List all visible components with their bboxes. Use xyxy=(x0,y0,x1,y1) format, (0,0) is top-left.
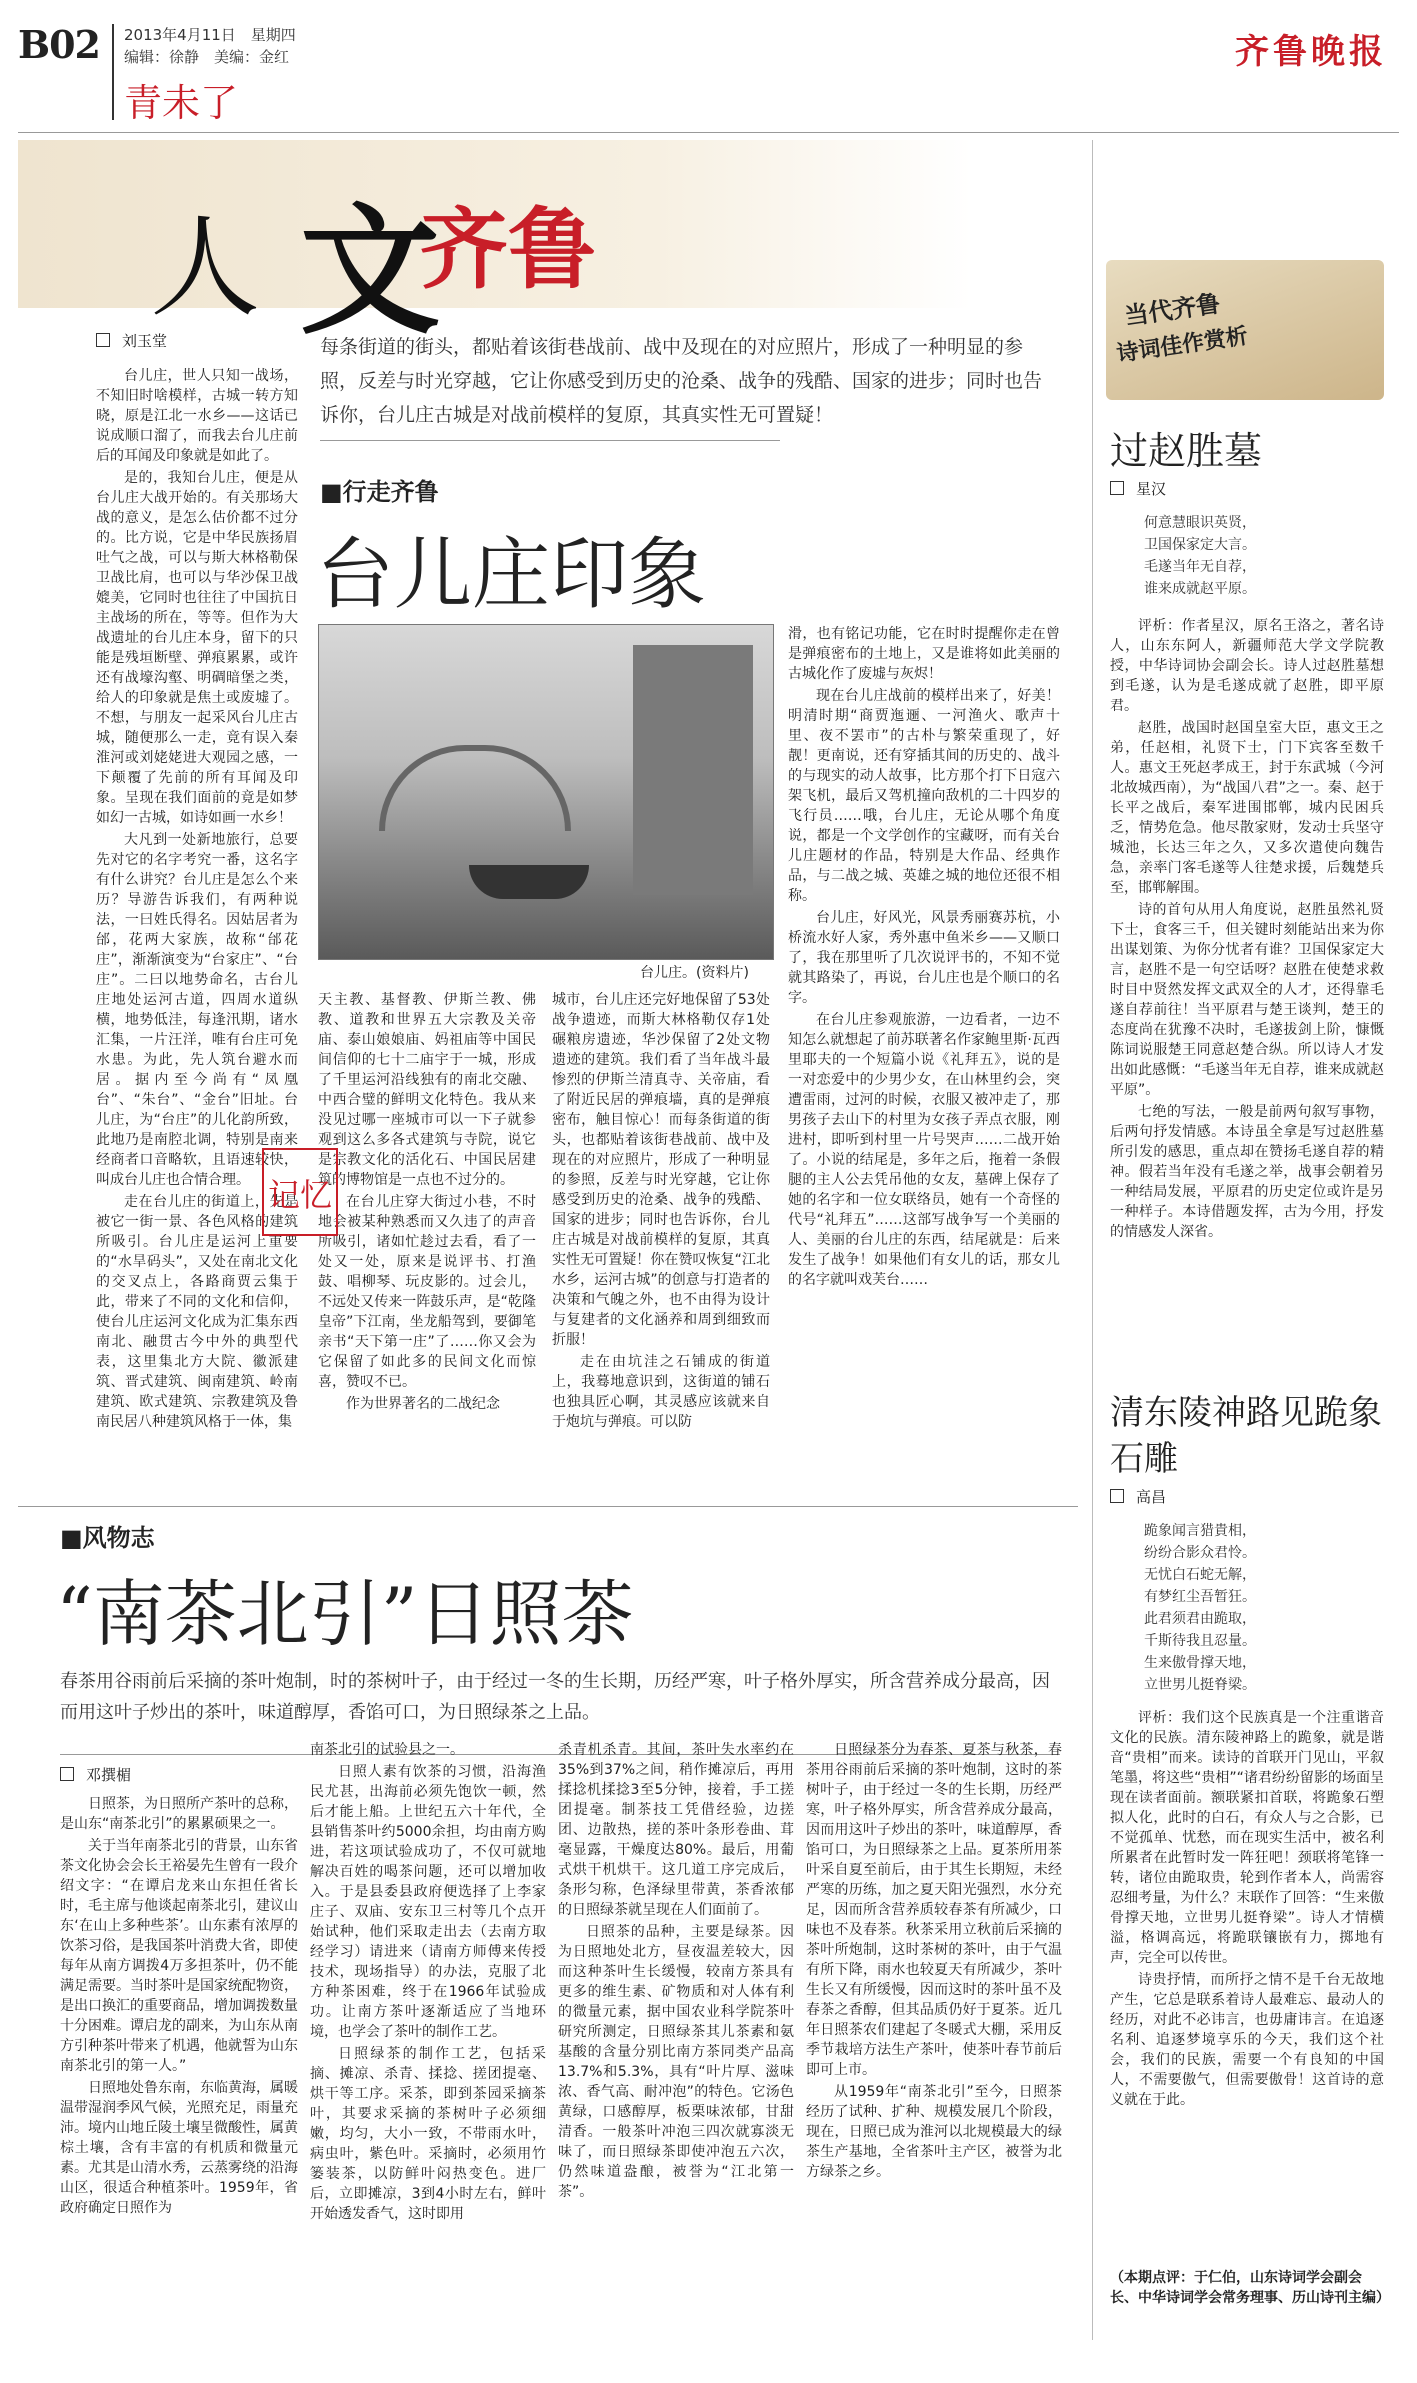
article2-column-1 xyxy=(60,1794,298,2354)
lead-rule xyxy=(320,440,780,441)
byline-square-icon xyxy=(96,333,110,347)
paragraph: 大凡到一处新地旅行，总要先对它的名字考究一番，这名字有什么讲究？台儿庄是怎么个来历？导游告诉我们，有两种说法，一曰姓氏得名。因姑居者为邰，花两大家族，故称“邰花庄”，渐渐演变为“台家庄”、“台庄”。二曰以地势命名，古台儿庄地处运河古道，四周水道纵横，地势低洼，每逢汛期，诸水汇集，一片汪洋，唯有台庄可免水患。为此，先人筑台避水而居。据内至今尚有“凤凰台”、“朱台”、“金台”旧址。台儿庄，为“台庄”的儿化韵所致，此地乃是南腔北调，特别是南来经商者口音略软，且语速较快，叫成台儿庄也合情合理。 xyxy=(96,832,298,1188)
verse-line: 千斯待我且忍量。 xyxy=(1144,1633,1256,1649)
poem2-author: 高昌 xyxy=(1136,1488,1167,1506)
byline-square-icon xyxy=(1110,1489,1124,1503)
editors: 编辑：徐静 美编：金红 xyxy=(124,48,290,66)
article1-author: 刘玉堂 xyxy=(122,332,168,350)
article1-title: 台儿庄印象 xyxy=(316,530,707,620)
article1-byline xyxy=(96,330,167,351)
article2-byline xyxy=(60,1764,131,1785)
article1-lead: 每条街道的街头，都贴着该街巷战前、战中及现在的对应照片，形成了一种明显的参照，反差与时光穿越，它让你感受到历史的沧桑、战争的残酷、国家的进步；同时也告诉你，台儿庄古城是对战前模样的复原，其真实性无可置疑！ xyxy=(320,336,1043,426)
page-code: B02 xyxy=(18,22,100,67)
poem1-verse xyxy=(1144,512,1256,600)
verse-line: 有梦红尘吾暂狂。 xyxy=(1144,1589,1256,1605)
verse-line: 何意慧眼识英贤， xyxy=(1144,515,1256,531)
article1-column-4 xyxy=(788,624,1060,1504)
section-title: 青未了 xyxy=(124,81,239,125)
issue-date: 2013年4月11日 星期四 xyxy=(124,26,296,44)
memory-stamp xyxy=(262,1148,338,1236)
boat-shape xyxy=(469,865,589,899)
paragraph: 南茶北引的试验县之一。 xyxy=(310,1742,464,1758)
sidebar-label-line2: 诗词佳作赏析 xyxy=(1115,323,1250,368)
paragraph: 是的，我知台儿庄，便是从台儿庄大战开始的。有关那场大战的意义，是怎么估价都不过分的。比方说，它是中华民族扬眉吐气之战，可以与斯大林格勒保卫战比肩，也可以与华沙保卫战媲美，它同时也往往了中国抗日主战场的所在，等等。但作为大战遗址的台儿庄本身，留下的只能是残垣断壁、弹痕累累，或许还有战壕沟壑、明碉暗堡之类，给人的印象就是焦土或废墟了。不想，与朋友一起采风台儿庄古城，随便那么一走，竟有误入秦淮河或刘姥姥进大观园之感，一下颠覆了先前的所有耳闻及印象。呈现在我们面前的竟是如梦如幻一古城，如诗如画一水乡！ xyxy=(96,470,298,826)
article2-author: 邓撰楣 xyxy=(86,1766,132,1784)
verse-line: 纷纷合影众君怜。 xyxy=(1144,1545,1256,1561)
paragraph: 日照人素有饮茶的习惯，沿海渔民尤甚，出海前必须先饱饮一顿，然后才能上船。上世纪五六十年代，全县销售茶叶约5000余担，均由南方购进，若这项试验成功了，不仅可就地解决百姓的喝茶问题，还可以增加收入。于是县委县政府便选择了上李家庄子、双庙、安东卫三村等几个点开始试种，他们采取走出去（去南方取经学习）请进来（请南方师傅来传授技术，现场指导）的办法，克服了北方种茶困难，终于在1966年试验成功。让南方茶叶逐渐适应了当地环境，也学会了茶叶的制作工艺。 xyxy=(310,1764,546,2040)
newspaper-logo: 齐鲁晚报 xyxy=(1235,32,1387,72)
photo-taierzhuang xyxy=(318,624,774,960)
memory-stamp-text: 记忆 xyxy=(267,1176,332,1214)
article2-column-3 xyxy=(558,1740,794,2354)
poem2-verse xyxy=(1144,1520,1256,1696)
verse-line: 立世男儿挺脊梁。 xyxy=(1144,1677,1256,1693)
bridge-arch xyxy=(379,745,571,831)
photo-caption: 台儿庄。(资料片) xyxy=(640,965,749,981)
verse-line: 此君须君由跪取， xyxy=(1144,1611,1256,1627)
verse-line: 跪象闻言猎貴相， xyxy=(1144,1523,1256,1539)
article1-column-2 xyxy=(318,990,536,1500)
article2-kicker: ■风物志 xyxy=(60,1524,155,1552)
paragraph: 评析：我们这个民族真是一个注重谐音文化的民族。清东陵神路上的跪象，就是谐音“贵相”而来。读诗的首联开门见山，平叙笔墨，将这些“贵相”“诸君纷纷留影的场面呈现在读者面前。额联紧扣首联，将跪象石塑拟人化，此时的白石，有众人与之合影，已不觉孤单、忧愁，而在现实生活中，被名利所累者在此暂时发一阵狂吧！颈联将笔锋一转，诸位由跪取贵，轮到作者本人，尚需容忍细考量，为什么？末联作了回答：“生来傲骨撑天地，立世男儿挺脊梁”。诗人才情横溢，格调高远，将跪联镶嵌有力，掷地有声，完全可以传世。 xyxy=(1110,1710,1384,1966)
poem1-author: 星汉 xyxy=(1136,480,1167,498)
article2-column-4 xyxy=(806,1740,1062,2354)
sidebar-label xyxy=(1106,260,1384,400)
paragraph: 台儿庄，好风光，风景秀丽赛苏杭，小桥流水好人家，秀外惠中鱼米乡——又顺口了，我在那里听了几次说评书的，不知不觉就其路染了，再说，台儿庄也是个顺口的名字。 xyxy=(788,910,1060,1006)
paragraph: 诗的首句从用人角度说，赵胜虽然礼贤下士，食客三千，但关键时刻能站出来为你出谋划策、为你分忧者有谁？卫国保家定大言，赵胜不是一句空话呀？赵胜在使楚求救时目中贤然发挥文武双全的人才，还得靠毛遂自荐前往！当平原君与楚王谈判，楚王的态度尚在犹豫不决时，毛遂拔剑上阶，慷慨陈词说服楚王同意赵楚合纵。所以诗人才发出如此感慨：“毛遂当年无自荐，谁来成就赵平原”。 xyxy=(1110,902,1384,1098)
paragraph: 在台儿庄参观旅游，一边看者，一边不知怎么就想起了前苏联著名作家鲍里斯·瓦西里耶夫的一个短篇小说《礼拜五》，说的是一对恋爱中的少男少女，在山林里约会，突遭雷雨，过河的时候，衣服又被冲走了，那男孩子去山下的村里为女孩子弄点衣服，刚进村，即听到村里一片号哭声……二战开始了。小说的结尾是，多年之后，拖着一条假腿的主人公去凭吊他的女友，墓碑上保存了她的名字和一位女联络员，她有一个奇怪的代号“礼拜五”……这部写战争写一个美丽的人、美丽的台儿庄的东西，结尾就是：后来发生了战争！如果他们有女儿的话，那女儿的名字就叫戏芙台…… xyxy=(788,1012,1060,1288)
verse-line: 谁来成就赵平原。 xyxy=(1144,581,1256,597)
header-divider xyxy=(112,24,114,120)
paragraph: 日照茶，为日照所产茶叶的总称，是山东“南茶北引”的累累硕果之一。 xyxy=(60,1796,298,1832)
verse-line: 生来傲骨撑天地， xyxy=(1144,1655,1256,1671)
header-rule xyxy=(18,132,1399,133)
paragraph: 日照绿茶的制作工艺，包括采摘、摊凉、杀青、揉捻、搓团提毫、烘干等工序。采茶，即到茶园采摘茶叶，其要求采摘的茶树叶子必须细嫩，均匀，大小一致，不带雨水叶，病虫叶，紫色叶。采摘时，必须用竹篓装茶，以防鲜叶闷热变色。进厂后，立即摊凉，3到4小时左右，鲜叶开始透发香气，这时即用 xyxy=(310,2046,546,2222)
verse-line: 毛遂当年无自荐， xyxy=(1144,559,1256,575)
sidebar-divider xyxy=(1092,140,1093,2340)
paragraph: 从1959年“南茶北引”至今，日照茶经历了试种、扩种、规模发展几个阶段，现在，日照已成为淮河以北规模最大的绿茶生产基地，全省茶叶主产区，被誉为北方绿茶之乡。 xyxy=(806,2084,1062,2180)
paragraph: 城市，台儿庄还完好地保留了53处战争遗迹，而斯大林格勒仅存1处碾粮房遗迹，华沙保留了2处文物遗迹的建筑。我们看了当年战斗最惨烈的伊斯兰清真寺、关帝庙，看了附近民居的弹痕墙，真的是弹痕密布，触目惊心！而每条街道的街头，也都贴着该街巷战前、战中及现在的对应照片，形成了一种明显的参照，反差与时光穿越，它让你感受到历史的沧桑、战争的残酷、国家的进步；同时也告诉你，台儿庄古城是对战前模样的复原，其真实性无可置疑！你在赞叹恢复“江北水乡，运河古城”的创意与打造者的决策和气魄之外，也不由得为设计与复建者的文化涵养和周到细致而折服！ xyxy=(552,992,770,1348)
poem2-byline xyxy=(1110,1486,1166,1507)
banner-glyph-wen: 文 xyxy=(300,190,441,354)
poem2-title: 清东陵神路见跪象石雕 xyxy=(1110,1393,1382,1479)
verse-line: 无忧白石蛇无解， xyxy=(1144,1567,1256,1583)
paragraph: 诗贵抒情，而所抒之情不是千台无故地产生，它总是联系着诗人最难忘、最动人的经历，对此不必讳言，也毋庸讳言。在追逐名利、追逐梦境享乐的今天，我们这个社会，我们的民族，需要一个有良知的中国人，不需要傲气，但需要傲骨！这首诗的意义就在于此。 xyxy=(1110,1972,1384,2108)
article1-kicker: ■行走齐鲁 xyxy=(320,478,439,506)
banner-glyph-ren: 人 xyxy=(150,204,260,332)
paragraph: 台儿庄，世人只知一战场，不知旧时啥模样，古城一转方知晓，原是江北一水乡——这话已说成顺口溜了，而我去台儿庄前后的耳闻及印象就是如此了。 xyxy=(96,368,298,464)
article2-title: “南茶北引”日照茶 xyxy=(56,1572,634,1656)
paragraph: 天主教、基督教、伊斯兰教、佛教、道教和世界五大宗教及关帝庙、泰山娘娘庙、妈祖庙等中国民间信仰的七十二庙宇于一城，形成了千里运河沿线独有的南北交融、中西合璧的鲜明文化特色。我从来没见过哪一座城市可以一下子就参观到这么多各式建筑与寺院，说它是宗教文化的活化石、中国民居建筑的博物馆是一点也不过分的。 xyxy=(318,992,536,1188)
paragraph: 走在由坑洼之石铺成的街道上，我蓦地意识到，这街道的铺石也独具匠心啊，其灵感应该就来自于炮坑与弹痕。可以防 xyxy=(552,1354,770,1430)
paragraph: 关于当年南茶北引的背景，山东省茶文化协会会长王裕晏先生曾有一段介绍文字：“在谭启龙来山东担任省长时，毛主席与他谈起南茶北引，建议山东‘在山上多种些茶’。山东素有浓厚的饮茶习俗，是我国茶叶消费大省，即使每年从南方调拨4万多担茶叶，仍不能满足需要。当时茶叶是国家统配物资，是出口换汇的重要商品，增加调拨数量十分困难。谭启龙的副来，为山东从南方引种茶叶带来了机遇，他就誓为山东南茶北引的第一人。” xyxy=(60,1838,298,2074)
article2-column-2 xyxy=(310,1740,546,2354)
poem1-title: 过赵胜墓 xyxy=(1110,429,1263,473)
paragraph: 日照茶的品种，主要是绿茶。因为日照地处北方，昼夜温差较大，因而这种茶叶生长缓慢，较南方茶具有更多的维生素、矿物质和对人体有利的微量元素，据中国农业科学院茶叶研究所测定，日照绿茶其儿茶素和氨基酸的含量分别比南方茶同类产品高13.7%和5.3%，具有“叶片厚、滋味浓、香气高、耐冲泡”的特色。它汤色黄绿，口感醇厚，板栗味浓郁，甘甜清香。一般茶叶冲泡三四次就寡淡无味了，而日照绿茶即使冲泡五六次，仍然味道盎酿，被誉为“江北第一茶”。 xyxy=(558,1924,794,2200)
building-shape xyxy=(633,645,753,895)
paragraph: 杀青机杀青。其间，茶叶失水率约在35%到37%之间，稍作摊凉后，再用揉捻机揉捻3至5分钟，接着，手工搓团提毫。制茶技工凭借经验，边搓团、边散热，搓的茶叶条形卷曲、茸毫显露，干燥度达80%。最后，用葡式烘干机烘干。这几道工序完成后，条形匀称，色泽绿里带黄，茶香浓郁的日照绿茶就呈现在人们面前了。 xyxy=(558,1742,794,1918)
reviewer-note: （本期点评：于仁伯，山东诗词学会副会长、中华诗词学会常务理事、历山诗刊主编） xyxy=(1110,2270,1390,2306)
sidebar-label-line1: 当代齐鲁 xyxy=(1122,289,1222,331)
banner-glyph-qilu: 齐鲁 xyxy=(420,197,597,301)
paragraph: 走在台儿庄的街道上，先是被它一街一景、各色风格的建筑所吸引。台儿庄是运河上重要的“水旱码头”，又处在南北文化的交叉点上，各路商贾云集于此，带来了不同的文化和信仰，使台儿庄运河文化成为汇集东西南北、融贯古今中外的典型代表，这里集北方大院、徽派建筑、晋式建筑、闽南建筑、岭南建筑、欧式建筑、宗教建筑及鲁南民居八种建筑风格于一体，集 xyxy=(96,1194,298,1430)
paragraph: 在台儿庄穿大街过小巷，不时地会被某种熟悉而又久违了的声音所吸引，诸如忙趁过去看，看了一处又一处，原来是说评书、打渔鼓、唱柳琴、玩皮影的。过会儿，不远处又传来一阵鼓乐声，是“乾隆皇帝”下江南，坐龙船驾到，要御笔亲书“天下第一庄”了……你又会为它保留了如此多的民间文化而惊喜，赞叹不已。 xyxy=(318,1194,536,1390)
poem1-byline xyxy=(1110,478,1166,499)
paragraph: 赵胜，战国时赵国皇室大臣，惠文王之弟，任赵相，礼贤下士，门下宾客至数千人。惠文王死赵孝成王，封于东武城（今河北故城西南），为“战国八君”之一。秦、赵于长平之战后，秦军进围邯郸，城内民困兵乏，情势危急。他尽散家财，发动士兵坚守城池，长达三年之久，又多次遣使向魏告急，亲率门客毛遂等人往楚求援，后魏楚兵至，邯郸解围。 xyxy=(1110,720,1384,896)
byline-square-icon xyxy=(60,1767,74,1781)
paragraph: 作为世界著名的二战纪念 xyxy=(346,1396,500,1412)
paragraph: 滑，也有铭记功能，它在时时提醒你走在曾是弹痕密布的土地上，又是谁将如此美丽的古城化作了废墟与灰烬！ xyxy=(788,626,1060,682)
paragraph: 日照地处鲁东南，东临黄海，属暖温带湿润季风气候，光照充足，雨量充沛。境内山地丘陵土壤呈微酸性，属黄棕土壤，含有丰富的有机质和微量元素。尤其是山清水秀，云蒸雾绕的沿海山区，很适合种植茶叶。1959年，省政府确定日照作为 xyxy=(60,2080,298,2216)
section-rule xyxy=(18,1506,1078,1507)
paragraph: 日照绿茶分为春茶、夏茶与秋茶，春茶用谷雨前后采摘的茶叶炮制，这时的茶树叶子，由于经过一冬的生长期，历经严寒，叶子格外厚实，所含营养成分最高，因而用这叶子炒出的茶叶，味道醇厚，香馅可口，为日照绿茶之上品。夏茶所用茶叶采自夏至前后，由于其生长期短，未经严寒的历练，加之夏天阳光强烈，水分充足，因而所含营养质较春茶有所减少，口味也不及春茶。秋茶采用立秋前后采摘的茶叶所炮制，这时茶树的茶叶，由于气温有所下降，雨水也较夏天有所减少，茶叶生长又有所缓慢，因而这时的茶叶虽不及春茶之香醇，但其品质仍好于夏茶。近几年日照茶农们建起了冬暖式大棚，采用反季节栽培方法生产茶叶，使茶叶春节前后即可上市。 xyxy=(806,1742,1062,2078)
verse-line: 卫国保家定大言。 xyxy=(1144,537,1256,553)
paragraph: 七绝的写法，一般是前两句叙写事物，后两句抒发情感。本诗虽全拿是写过赵胜墓所引发的感思，重点却在赞扬毛遂自荐的精神。假若当年没有毛遂之举，战事会朝着另一种结局发展，平原君的历史定位或许是另一种样子。本诗借题发挥，古为今用，抒发的情感发人深省。 xyxy=(1110,1104,1384,1240)
paragraph: 现在台儿庄战前的模样出来了，好美！明清时期“商贾迤逦、一河渔火、歌声十里、夜不罢市”的古朴与繁荣重现了，好靓！更南说，还有穿插其间的历史的、战斗的与现实的动人故事，比方那个打下日寇六架飞机，最后又驾机撞向敌机的二十四岁的飞行员……哦，台儿庄，无论从哪个角度说，都是一个文学创作的宝藏呀，而有关台儿庄题材的作品，特别是大作品、经典作品，与二战之城、英雄之城的地位还很不相称。 xyxy=(788,688,1060,904)
article1-column-3 xyxy=(552,990,770,1500)
poem1-review xyxy=(1110,616,1384,1296)
paragraph: 评析：作者星汉，原名王洛之，著名诗人，山东东阿人，新疆师范大学文学院教授，中华诗词协会副会长。诗人过赵胜墓想到毛遂，认为是毛遂成就了赵胜，即平原君。 xyxy=(1110,618,1384,714)
article1-column-1 xyxy=(96,366,298,1506)
poem2-review xyxy=(1110,1708,1384,2258)
byline-square-icon xyxy=(1110,481,1124,495)
article2-lead: 春茶用谷雨前后采摘的茶叶炮制，时的茶树叶子，由于经过一冬的生长期，历经严寒，叶子格外厚实，所含营养成分最高，因而用这叶子炒出的茶叶，味道醇厚，香馅可口，为日照绿茶之上品。 xyxy=(60,1671,1050,1723)
